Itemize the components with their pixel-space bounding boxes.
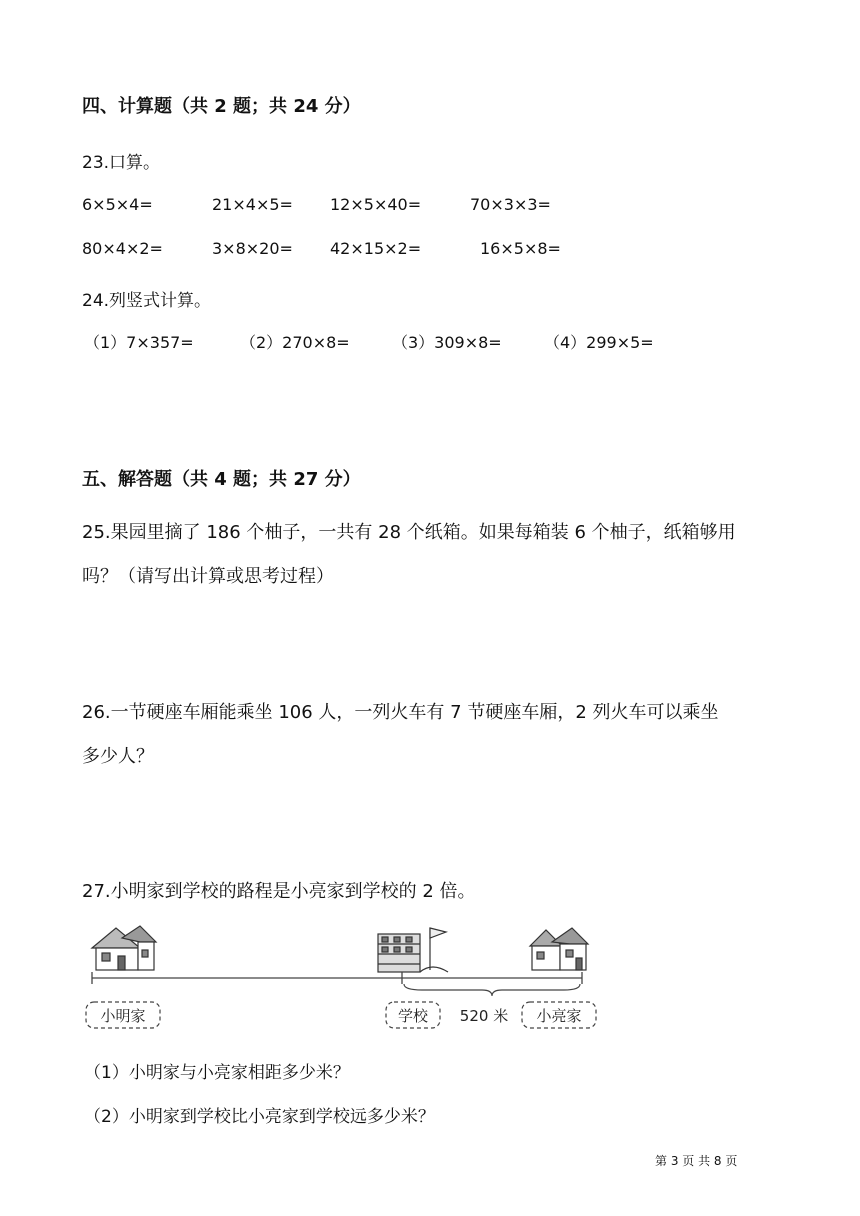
question-23-title: 23.口算。 bbox=[82, 153, 161, 173]
question-27-title: 27.小明家到学校的路程是小亮家到学校的 2 倍。 bbox=[82, 881, 476, 902]
q24-item-3: （3）309×8= bbox=[392, 333, 502, 352]
q23-eq-7: 42×15×2= bbox=[330, 239, 422, 258]
page-number: 第 3 页 共 8 页 bbox=[655, 1154, 738, 1168]
xiaoming-label: 小明家 bbox=[100, 1007, 146, 1025]
q23-eq-4: 70×3×3= bbox=[470, 195, 551, 214]
distance-brace bbox=[404, 984, 580, 996]
section-5-heading: 五、解答题（共 4 题；共 27 分） bbox=[82, 469, 361, 490]
q23-eq-5: 80×4×2= bbox=[82, 239, 163, 258]
school-building-icon bbox=[378, 928, 448, 972]
q24-item-2: （2）270×8= bbox=[240, 333, 350, 352]
q23-eq-3: 12×5×40= bbox=[330, 195, 422, 214]
q23-eq-1: 6×5×4= bbox=[82, 195, 153, 214]
question-25-line-1: 25.果园里摘了 186 个柚子，一共有 28 个纸箱。如果每箱装 6 个柚子，纸箱够用 bbox=[82, 522, 736, 543]
question-26-line-1: 26.一节硬座车厢能乘坐 106 人，一列火车有 7 节硬座车厢，2 列火车可以乘坐 bbox=[82, 702, 719, 723]
q23-eq-6: 3×8×20= bbox=[212, 239, 293, 258]
q23-eq-2: 21×4×5= bbox=[212, 195, 293, 214]
school-label: 学校 bbox=[397, 1007, 429, 1025]
xiaoliang-house-icon bbox=[530, 928, 588, 970]
section-4-heading: 四、计算题（共 2 题；共 24 分） bbox=[82, 96, 361, 117]
q24-item-1: （1）7×357= bbox=[84, 333, 194, 352]
xiaoliang-label: 小亮家 bbox=[536, 1007, 582, 1025]
question-24-title: 24.列竖式计算。 bbox=[82, 291, 212, 311]
question-27-sub-1: （1）小明家与小亮家相距多少米？ bbox=[84, 1063, 350, 1083]
question-25-line-2: 吗？（请写出计算或思考过程） bbox=[82, 566, 334, 587]
distance-label: 520 米 bbox=[459, 1007, 509, 1025]
q24-item-4: （4）299×5= bbox=[544, 333, 654, 352]
route-diagram bbox=[82, 920, 602, 1035]
xiaoming-house-icon bbox=[92, 926, 156, 970]
q23-eq-8: 16×5×8= bbox=[480, 239, 561, 258]
question-26-line-2: 多少人？ bbox=[82, 746, 154, 767]
question-27-sub-2: （2）小明家到学校比小亮家到学校远多少米？ bbox=[84, 1107, 435, 1127]
